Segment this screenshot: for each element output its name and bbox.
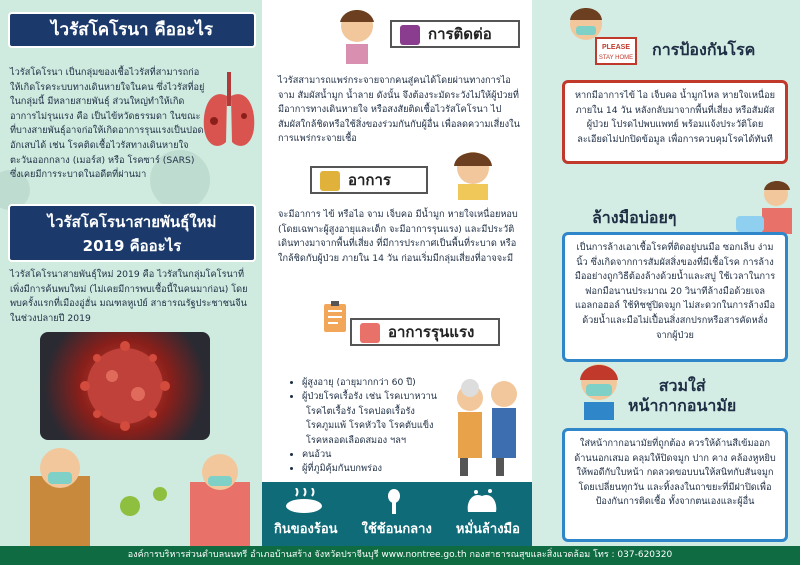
middle-panel	[262, 0, 532, 546]
clipboard-icon	[322, 300, 348, 332]
transmission-heading	[390, 20, 520, 48]
sign-text-please: PLEASE	[601, 44, 631, 51]
sick-girl-illustration	[438, 146, 508, 200]
hot-food-icon	[284, 488, 324, 514]
lungs-icon	[198, 66, 260, 156]
transmission-title: การติดต่อ	[428, 25, 492, 43]
virus-image	[40, 332, 210, 440]
mask-title	[628, 376, 736, 416]
hand-wash-icon	[462, 488, 502, 514]
coughing-girl-illustration	[330, 6, 384, 64]
banner-title-line1: ไวรัสโคโรนาสายพันธุ์ใหม่	[47, 213, 217, 231]
sign-text-stay-home: STAY HOME	[598, 55, 634, 61]
wash-hands-box	[562, 232, 788, 362]
wash-hands-title: ล้างมือบ่อยๆ	[592, 208, 677, 227]
symptoms-heading	[310, 166, 428, 194]
mask-title-line2: หน้ากากอนามัย	[628, 396, 737, 415]
masked-boy-illustration	[572, 360, 626, 420]
symptoms-icon	[320, 171, 340, 191]
virus-icon	[40, 332, 210, 440]
washing-hands-illustration	[732, 180, 796, 236]
transmission-text: ไวรัสสามารถแพร่กระจายจากคนสู่คนได้โดยผ่านทางการไอ จาม สัมผัสน้ำมูก น้ำลาย ดังนั้น จึงต้องระมัดระวังไม่ให้ผู้ป่วยที่มีอาการทางเดินหายใจ หรือสงสัยติดเชื้อไวรัสโคโรนา ไปสัมผัสใกล้ชิดหรือใช้สิ่งของร่วมกันกับผู้อื่น เพื่อลดความเสี่ยงในการแพร่กระจายเชื้อ	[278, 75, 520, 145]
left-panel	[0, 0, 262, 546]
severe-title: อาการรุนแรง	[388, 323, 475, 341]
symptoms-text: จะมีอาการ ไข้ หรือไอ จาม เจ็บคอ มีน้ำมูก หายใจเหนื่อยหอบ (โดยเฉพาะผู้สูงอายุและเด็ก จะมีอาการรุนแรง) และมีประวัติเดินทางมาจากพื้นที่เสี่ยง ที่มีการประกาศเป็นพื้นที่ระบาด หรือใกล้ชิดกับผู้ป่วย ภายใน 14 วัน ก่อนเริ่มมีกลุ่มเสี่ยงที่อาจจะมี	[278, 209, 518, 264]
banner-title-line2: 2019 คืออะไร	[82, 237, 182, 255]
corona-description: ไวรัสโคโรนา เป็นกลุ่มของเชื้อไวรัสที่สามารถก่อให้เกิดโรคระบบทางเดินหายใจในคน ซึ่งไวรัสที่อยู่ในกลุ่มนี้ มีหลายสายพันธุ์ ส่วนใหญ่ทำให้เกิดอาการไม่รุนแรง คือ เป็นไข้หวัดธรรมดา ในขณะที่บางสายพันธุ์อาจก่อให้เกิดอาการรุนแรงเป็นปอดอักเสบได้ เช่น โรคติดเชื้อไวรัสทางเดินหายใจตะวันออกกลาง (เมอร์ส) หรือ โรคซาร์ (SARS) ซึ่งเคยมีการระบาดในอดีตที่ผ่านมา	[10, 67, 205, 181]
mask-box	[562, 428, 788, 542]
list-subitem: โรคภูมแพ้ โรคหัวใจ โรคตับแข็ง	[306, 420, 434, 432]
transmission-icon	[400, 25, 420, 45]
prevention-text: หากมีอาการไข้ ไอ เจ็บคอ น้ำมูกไหล หายใจเหนื่อย ภายใน 14 วัน หลังกลับมาจากพื้นที่เสี่ยง หรือสัมผัสผู้ป่วย โปรดไปพบแพทย์ พร้อมแจ้งประวัติโดยละเอียดไม่ปกปิดข้อมูล เพื่อการควบคุมโรคได้ทันที	[574, 90, 776, 145]
right-panel	[532, 0, 800, 546]
list-item: • ผู้สูงอายุ (อายุมากกว่า 60 ปี)	[302, 376, 452, 390]
mask-text: ใส่หน้ากากอนามัยที่ถูกต้อง ควรให้ด้านสีเข้มออกด้านนอกเสมอ คลุมให้ปิดจมูก ปาก คาง คล้องหูหยิบให้พอดีกับใบหน้า กดลวดขอบบนให้สนิทกับสันจมูก โดยเปลี่ยนทุกวัน และทิ้งลงในถาขยะที่มีฝาปิดเพื่อป้องกันการติดเชื้อ ทั้งจากตนเองและผู้อื่น	[574, 438, 776, 508]
hand-wash-label: หมั่นล้างมือ	[455, 522, 520, 537]
banner-title: ไวรัสโคโรนา คืออะไร	[50, 20, 214, 40]
banner-what-is-corona	[8, 12, 256, 48]
list-item: • ผู้ที่ภูมิคุ้มกันบกพร่อง	[302, 462, 452, 476]
elderly-couple-illustration	[448, 374, 528, 478]
banner-new-corona	[8, 204, 256, 262]
severe-icon	[360, 323, 380, 343]
footer-text: องค์การบริหารส่วนตำบลนนทรี อำเภอบ้านสร้าง จังหวัดปราจีนบุรี www.nontree.go.th กองสาธารณสุขและสิ่งแวดล้อม โทร : 037-620320	[127, 550, 673, 560]
wash-hands-text: เป็นการล้างเอาเชื้อโรคที่ติดอยู่บนมือ ซอกเล็บ ง่ามนิ้ว ซึ่งเกิดจากการสัมผัสสิ่งของที่มีเชื้อโรค การล้างมืออย่างถูกวิธีต้องล้างด้วยน้ำและสบู่ ใช้เวลาในการฟอกมือนานประมาณ 20 วินาทีล้างมือด้วยเจลแอลกอฮอล์ ใช้ทิชชู่ปิดจมูก ไม่สะดวกในการล้างมือด้วยน้ำและมือไม่เปื้อนสิ่งสกปรกหรือสารคัดหลั่ง จากผู้ป่วย	[574, 242, 776, 341]
list-subitem: โรคหลอดเลือดสมอง ฯลฯ	[306, 434, 406, 446]
prevention-title: การป้องกันโรค	[652, 40, 756, 59]
list-item: • ผู้ป่วยโรคเรื้อรัง เช่น โรคเบาหวาน	[302, 390, 452, 404]
list-item: • คนอ้วน	[302, 448, 452, 462]
footer-bar	[0, 546, 800, 565]
severe-heading	[350, 318, 500, 346]
stay-home-boy-illustration	[556, 4, 640, 72]
hot-food-label: กินของร้อน	[274, 522, 338, 537]
people-with-masks-illustration	[30, 446, 260, 546]
prevention-box	[562, 80, 788, 164]
new-corona-description: ไวรัสโคโรนาสายพันธุ์ใหม่ 2019 คือ ไวรัสในกลุ่มโคโรนาที่เพิ่งมีการค้นพบใหม่ (ไม่เคยมีการพบเชื้อนี้ในคนมาก่อน) โดยพบครั้งแรกที่เมืองอู่ฮั่น มณฑลหูเป่ย์ สาธารณรัฐประชาชนจีน ในช่วงปลายปี 2019	[10, 269, 248, 324]
spoon-icon	[374, 488, 414, 514]
severe-risk-list	[292, 376, 452, 477]
list-subitem: โรคไตเรื้อรัง โรคปอดเรื้อรัง	[306, 405, 415, 417]
hygiene-labels	[262, 518, 532, 539]
symptoms-title: อาการ	[348, 171, 391, 189]
mask-title-line1: สวมใส่	[658, 376, 706, 395]
serving-spoon-label: ใช้ช้อนกลาง	[361, 522, 432, 537]
